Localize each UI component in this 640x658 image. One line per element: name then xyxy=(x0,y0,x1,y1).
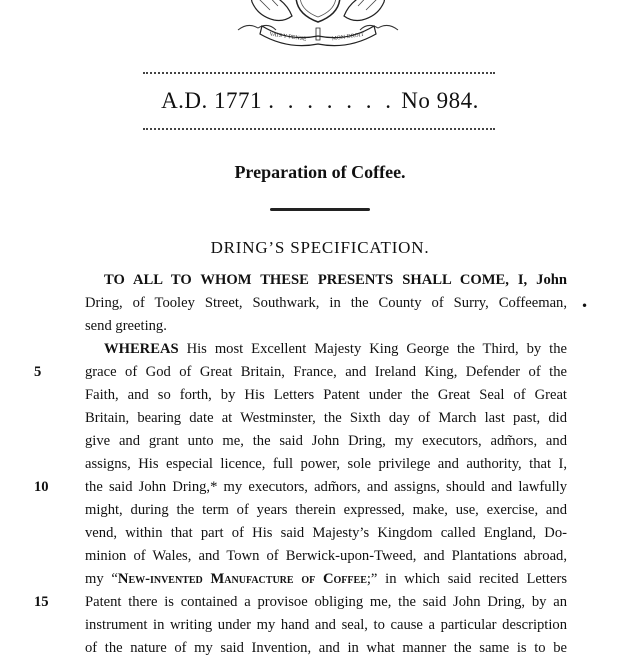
margin-line-number: 5 xyxy=(34,364,42,380)
crest-motto-right: MON DROIT xyxy=(331,31,365,43)
body-line-11: might, during the term of years therein expressed, make, use, exercise, and xyxy=(85,502,567,518)
body-line-7: Britain, bearing date at Westminster, the Sixth day of March last past, did xyxy=(85,410,567,426)
body-line-9: assigns, His especial licence, full power, sole privilege and authority, that I, xyxy=(85,456,567,472)
body-line-4 xyxy=(104,339,567,359)
title-divider xyxy=(270,208,370,211)
crest-motto-left: VAIS Y PENSE xyxy=(269,31,307,43)
body-line-8: give and grant unto me, the said John Dring, my executors, adm̃ors, and xyxy=(85,433,567,449)
body-line-5: grace of God of Great Britain, France, and Ireland King, Defender of the xyxy=(85,364,567,380)
ad-year: A.D. 1771 xyxy=(161,88,263,113)
body-line-12: vend, within that part of His said Majesty’s Kingdom called England, Do- xyxy=(85,525,567,541)
body-line-3: send greeting. xyxy=(85,318,167,334)
specification-heading: DRING’S SPECIFICATION. xyxy=(210,238,430,257)
margin-line-number: 15 xyxy=(34,594,49,610)
margin-line-number: 10 xyxy=(34,479,49,495)
body-line-2: Dring, of Tooley Street, Southwark, in the County of Surry, Coffeeman, xyxy=(85,295,567,311)
body-line-1: TO ALL TO WHOM THESE PRESENTS SHALL COME, I, John xyxy=(104,272,567,288)
body-line-14-post: ;” in which said recited Letters xyxy=(366,571,567,587)
leader-dots: . . . . . . . xyxy=(268,88,396,113)
top-dotted-rule xyxy=(143,72,495,74)
body-line-6: Faith, and so forth, by His Letters Patent under the Great Seal of Great xyxy=(85,387,567,403)
bottom-dotted-rule xyxy=(143,128,495,130)
body-line-4-rest: His most Excellent Majesty King George the Third, by the xyxy=(178,341,567,357)
whereas-lead: WHEREAS xyxy=(104,341,179,357)
patent-number: No 984. xyxy=(401,88,479,113)
body-line-13: minion of Wales, and Town of Berwick-upon-Tweed, and Plantations abroad, xyxy=(85,548,567,564)
body-line-17: of the nature of my said Invention, and in what manner the same is to be xyxy=(85,640,567,656)
invention-name: New-invented Manufacture of Coffee xyxy=(117,571,367,587)
body-line-10: the said John Dring,* my executors, adm̃ors, and assigns, should and lawfully xyxy=(85,479,567,495)
patent-heading xyxy=(0,88,640,114)
margin-mark-icon: • xyxy=(581,299,589,313)
body-line-15: Patent there is contained a provisoe obliging me, the said John Dring, by an xyxy=(85,594,567,610)
body-line-16: instrument in writing under my hand and seal, to cause a particular description xyxy=(85,617,567,633)
body-line-14-pre: my “ xyxy=(85,571,118,587)
body-line-14 xyxy=(85,569,567,589)
royal-arms-crest-icon xyxy=(218,0,418,46)
document-title: Preparation of Coffee. xyxy=(234,162,406,182)
